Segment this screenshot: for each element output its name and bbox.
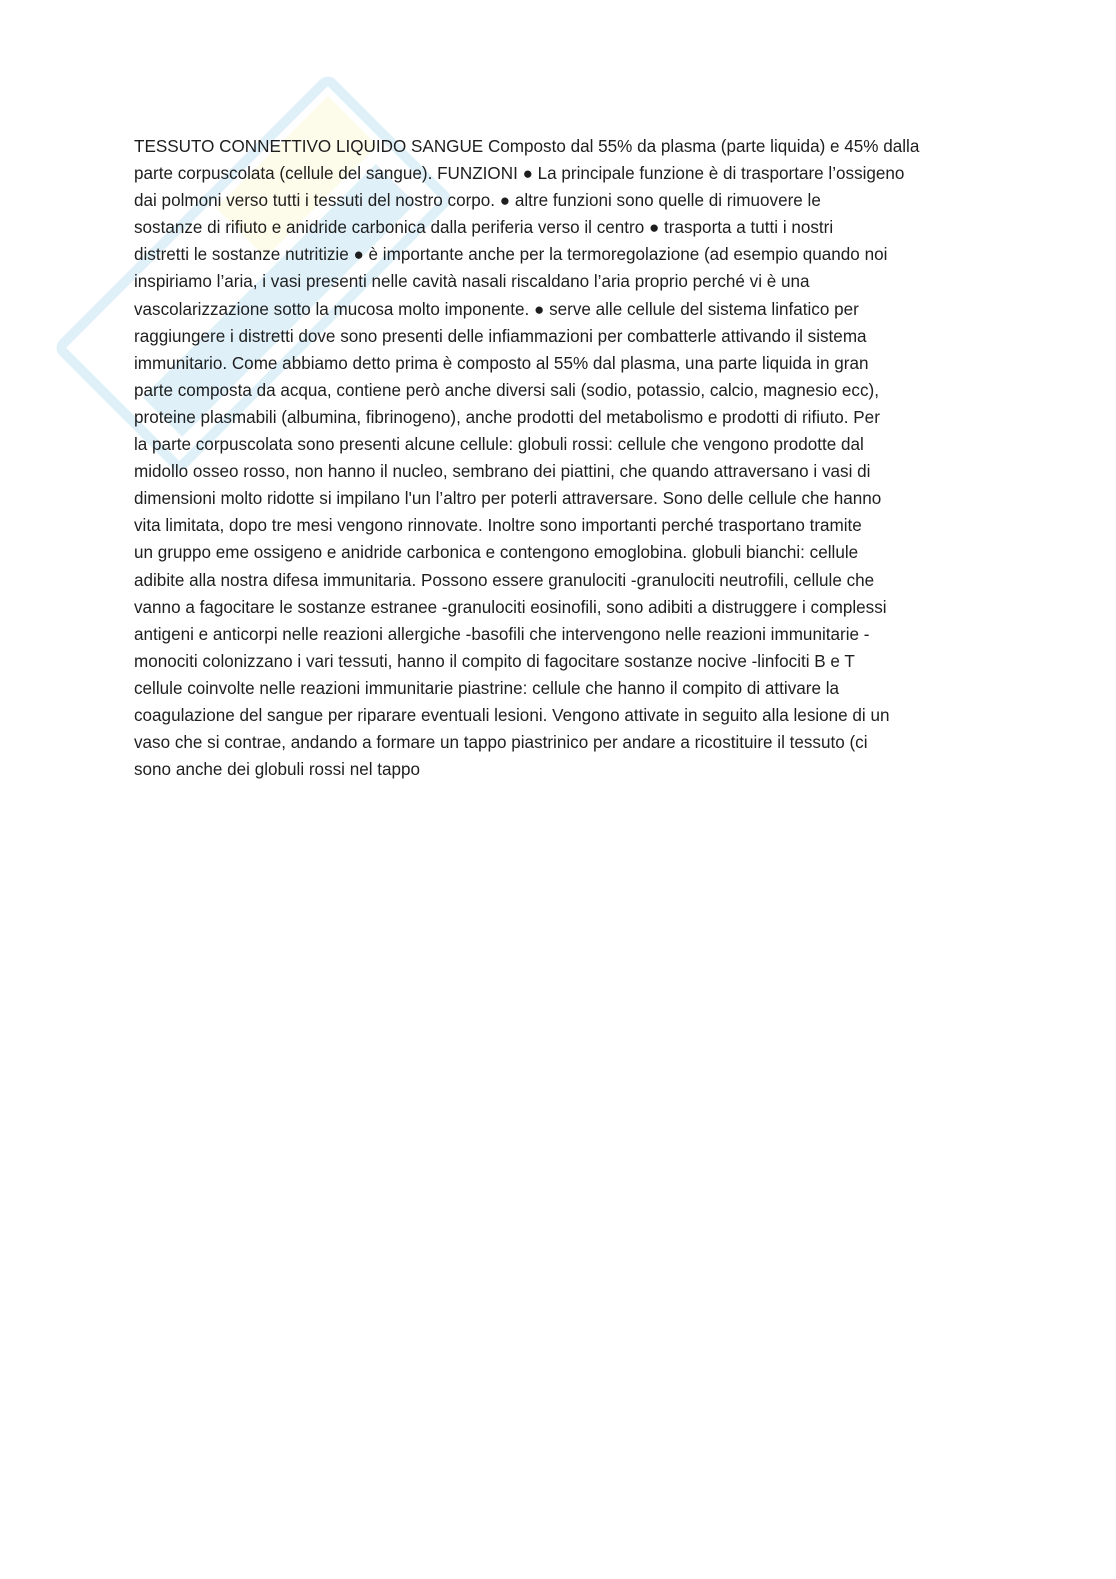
- body-text: TESSUTO CONNETTIVO LIQUIDO SANGUE Composto dal 55% da plasma (parte liquida) e 45% dalla parte corpuscolata (cellule del sangue). FUNZIONI ● La principale funzione è di trasportare l’ossigeno dai polmoni verso tutti i tessuti del nostro corpo. ● altre funzioni sono quelle di rimuovere le sostanze di rifiuto e anidride carbonica dalla periferia verso il centro ● trasporta a tutti i nostri distretti le sostanze nutritizie ● è importante anche per la termoregolazione (ad esempio quando noi inspiriamo l’aria, i vasi presenti nelle cavità nasali riscaldano l’aria proprio perché vi è una vascolarizzazione sotto la mucosa molto imponente. ● serve alle cellule del sistema linfatico per raggiungere i distretti dove sono presenti delle infiammazioni per combatterle attivando il sistema immunitario. Come abbiamo detto prima è composto al 55% dal plasma, una parte liquida in gran parte composta da acqua, contiene però anche diversi sali (sodio, potassio, calcio, magnesio ecc), proteine plasmabili (albumina, fibrinogeno), anche prodotti del metabolismo e prodotti di rifiuto. Per la parte corpuscolata sono presenti alcune cellule: globuli rossi: cellule che vengono prodotte dal midollo osseo rosso, non hanno il nucleo, sembrano dei piattini, che quando attraversano i vasi di dimensioni molto ridotte si impilano l'un l’altro per poterli attraversare. Sono delle cellule che hanno vita limitata, dopo tre mesi vengono rinnovate. Inoltre sono importanti perché trasportano tramite un gruppo eme ossigeno e anidride carbonica e contengono emoglobina. globuli bianchi: cellule adibite alla nostra difesa immunitaria. Possono essere granulociti -granulociti neutrofili, cellule che vanno a fagocitare le sostanze estranee -granulociti eosinofili, sono adibiti a distruggere i complessi antigeni e anticorpi nelle reazioni allergiche -basofili che intervengono nelle reazioni immunitarie - monociti colonizzano i vari tessuti, hanno il compito di fagocitare sostanze nocive -linfociti B e T cellule coinvolte nelle reazioni immunitarie piastrine: cellule che hanno il compito di attivare la coagulazione del sangue per riparare eventuali lesioni. Vengono attivate in seguito alla lesione di un vaso che si contrae, andando a formare un tappo piastrinico per andare a ricostituire il tessuto (ci sono anche dei globuli rossi nel tappo: [134, 137, 920, 780]
